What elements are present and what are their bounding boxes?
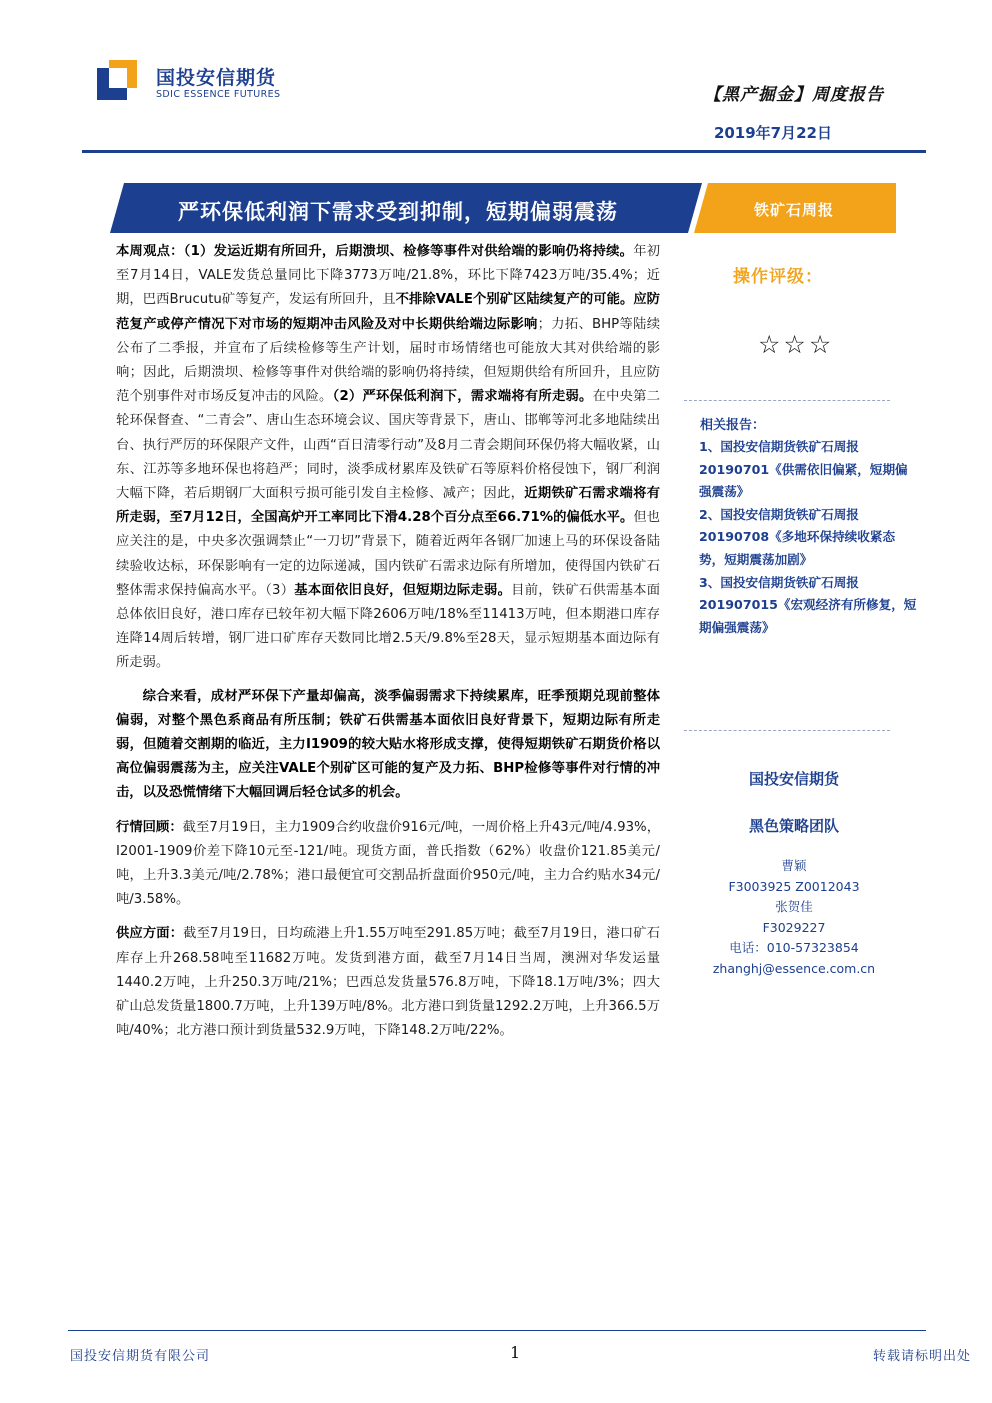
logo-text-cn: 国投安信期货 (156, 67, 277, 89)
team-name: 黑色策略团队 (748, 817, 839, 835)
weekly-view-label: 本周观点： (116, 244, 184, 259)
view-point-2-text: 在中央第二轮环保督查、“二青会”、唐山生态环境会议、国庆等背景下，唐山、邯郸等河北多地陆续出台、执行严厉的环保限产文件，山西“百日清零行动”及8月二青会期间环保仍将大幅收紧，山东、江苏等多地环保也将趋严；同时，淡季成材累库及铁矿石等原料价格侵蚀下，钢厂利润大幅下降，若后期钢厂大面积亏损可能引发自主检修、减产；因此， (116, 389, 660, 502)
footer-divider (68, 1330, 926, 1331)
summary-paragraph (116, 685, 660, 806)
team-company: 国投安信期货 (748, 770, 839, 788)
supply-paragraph (116, 922, 660, 1043)
main-content (116, 240, 660, 1044)
weekly-view-paragraph (116, 240, 660, 676)
supply-label: 供应方面： (116, 926, 184, 942)
view-point-1-text: 年初至7月14日，VALE发货总量同比下降3773万吨/21.8%，环比下降7423万吨/35.4%；近期，巴西Brucutu矿等复产，发运有所回升，且 (116, 244, 661, 308)
contact-email[interactable]: zhanghj@essence.com.cn (712, 960, 876, 976)
analyst-license: F3029227 (762, 919, 826, 935)
page-number: 1 (510, 1343, 521, 1362)
view-point-2-heading: （2）严环保低利润下，需求端将有所走弱。 (332, 389, 593, 405)
view-point-1-text-cont: ；力拓、BHP等陆续公布了二季报，并宣布了后续检修等生产计划，届时市场情绪也可能放大其对供给端的影响；因此，后期溃坝、检修等事件对供给端的影响仍将持续，但短期供给有所回升，且应防范个别事件对市场反复冲击的风险。 (116, 316, 661, 405)
supply-text: 截至7月19日，日均疏港上升1.55万吨至291.85万吨；截至7月19日，港口矿石库存上升268.58吨至11682万吨。发货到港方面，截至7月14日当周，澳洲对华发运量1440.2万吨，上升250.3万吨/21%；巴西总发货量576.8万吨，下降18.1万吨/3%；四大矿山总发货量1800.7万吨，上升139万吨/8%。北方港口到货量1292.2万吨，上升366.5万吨/40%；北方港口预计到货量532.9万吨，下降148.2万吨/22%。 (116, 926, 660, 1039)
rating-label: 操作评级： (733, 267, 823, 287)
summary-text: 综合来看，成材严环保下产量却偏高，淡季偏弱需求下持续累库，旺季预期兑现前整体偏弱，对整个黑色系商品有所压制；铁矿石供需基本面依旧良好背景下，短期边际有所走弱，但随着交割期的临近，主力I1909的较大贴水将形成支撑，使得短期铁矿石期货价格以高位偏弱震荡为主，应关注VALE个别矿区可能的复产及力拓、BHP检修等事件对行情的冲击，以及恐慌情绪下大幅回调后轻仓试多的机会。 (116, 688, 660, 801)
view-point-1-emphasis: 不排除VALE个别矿区陆续复产的可能。应防范复产或停产情况下对市场的短期冲击风险及对中长期供给端边际影响 (116, 292, 660, 332)
analyst-license: F3003925 Z0012043 (728, 878, 860, 894)
report-type: 【黑产掘金】周度报告 (704, 85, 884, 105)
related-reports-title: 相关报告： (700, 418, 766, 433)
view-point-1-heading: （1）发运近期有所回升，后期溃坝、检修等事件对供给端的影响仍将持续。 (183, 244, 634, 259)
market-review-paragraph (116, 816, 660, 913)
analyst-contacts (684, 856, 904, 980)
analyst-name: 曹颖 (781, 858, 807, 873)
sidebar-divider (684, 400, 890, 402)
related-report-item[interactable]: 1、国投安信期货铁矿石周报20190701《供需依旧偏紧，短期偏强震荡》 (699, 439, 908, 500)
market-review-label: 行情回顾： (116, 819, 183, 835)
company-logo-icon (97, 60, 137, 100)
view-point-2-text-cont: 但也应关注的是，中央多次强调禁止“一刀切”背景下，随着近两年各钢厂加速上马的环保设备陆续验收达标，环保影响有一定的边际递减，国内铁矿石需求边际有所增加，使得国内铁矿石整体需求保持偏高水平。（3） (116, 510, 660, 598)
related-reports-list (699, 436, 917, 639)
rating-stars: ☆☆☆ (758, 330, 835, 359)
related-report-item[interactable]: 3、国投安信期货铁矿石周报201907015《宏观经济有所修复，短期偏强震荡》 (699, 574, 917, 635)
sidebar-divider (684, 730, 890, 732)
logo-text-en: SDIC ESSENCE FUTURES (156, 89, 281, 100)
report-date: 2019年7月22日 (713, 124, 832, 142)
related-report-item[interactable]: 2、国投安信期货铁矿石周报20190708《多地环保持续收紧态势，短期震荡加剧》 (699, 506, 896, 567)
view-point-3-heading: 基本面依旧良好，但短期边际走弱。 (294, 582, 512, 598)
footer-notice: 转载请标明出处 (872, 1349, 971, 1364)
footer-company: 国投安信期货有限公司 (70, 1349, 211, 1364)
analyst-name: 张贺佳 (775, 899, 813, 915)
view-point-2-emphasis: 近期铁矿石需求端将有所走弱，至7月12日，全国高炉开工率同比下滑4.28个百分点至66.71%的偏低水平。 (116, 486, 661, 526)
report-category-tag: 铁矿石周报 (754, 201, 835, 219)
header-divider (82, 150, 926, 153)
view-point-3-text: 目前，铁矿石供需基本面总体依旧良好，港口库存已较年初大幅下降2606万吨/18%至11413万吨，但本期港口库存连降14周后转增，钢厂进口矿库存天数同比增2.5天/9.8%至28天，显示短期基本面边际有所走弱。 (116, 582, 660, 671)
contact-phone: 电话：010-57323854 (729, 940, 859, 956)
report-title: 严环保低利润下需求受到抑制，短期偏弱震荡 (178, 200, 618, 224)
market-review-text: 截至7月19日，主力1909合约收盘价916元/吨，一周价格上升43元/吨/4.93%，I2001-1909价差下降10元至-121/吨。现货方面，普氏指数（62%）收盘价121.85美元/吨，上升3.3美元/吨/2.78%；港口最便宜可交割品折盘面价950元/吨，主力合约贴水34元/吨/3.58%。 (116, 819, 661, 908)
